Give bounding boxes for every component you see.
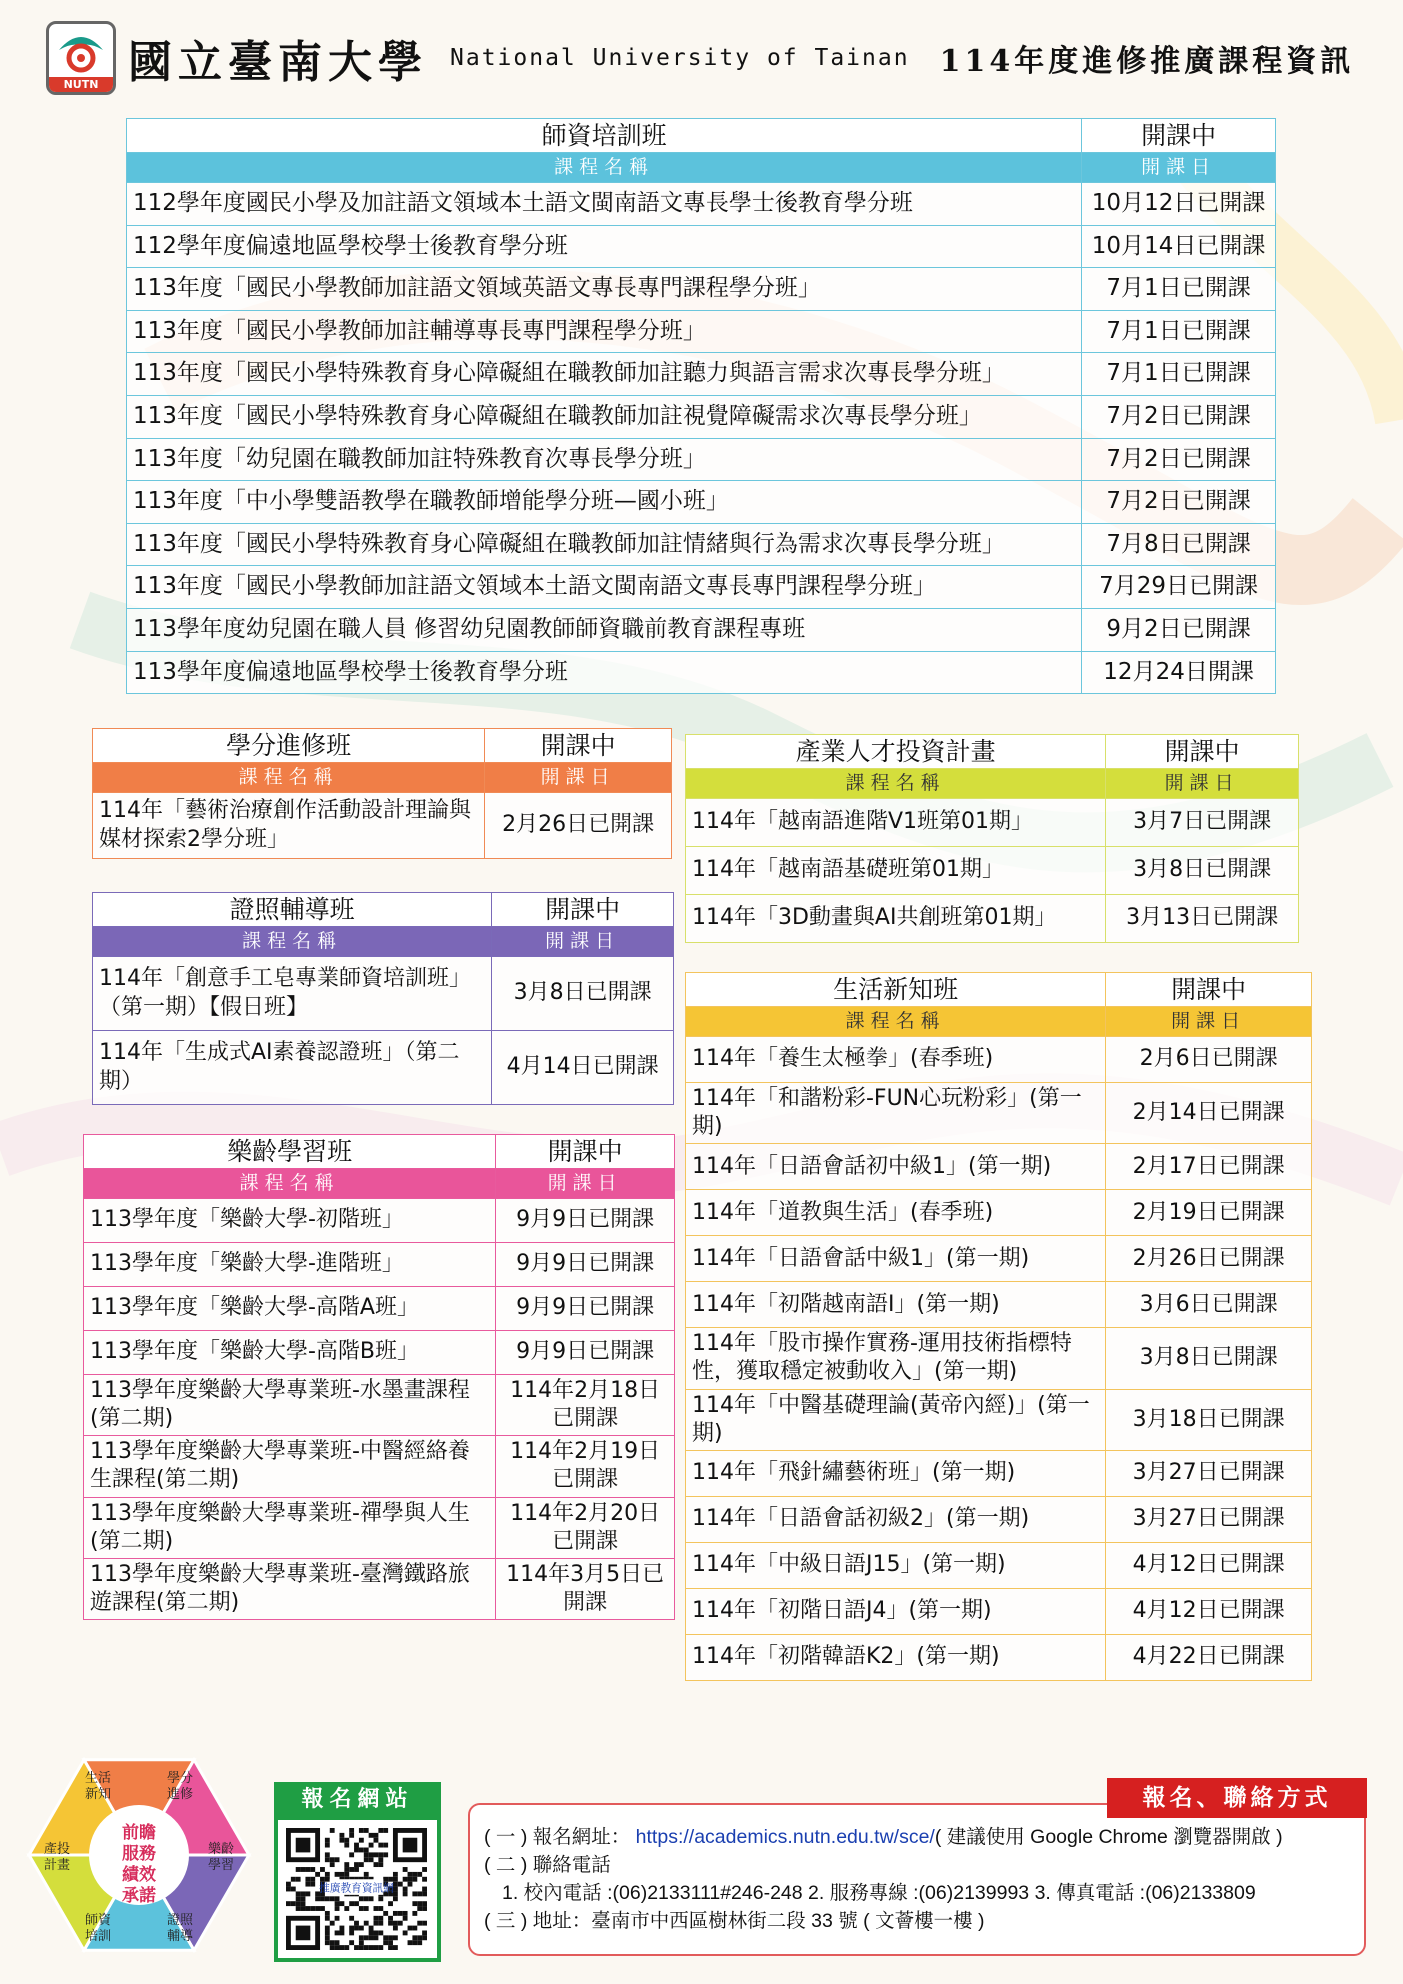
table-certification <box>92 892 674 1105</box>
course-name: 113學年度偏遠地區學校學士後教育學分班 <box>127 651 1082 694</box>
course-start-date: 4月12日已開課 <box>1106 1588 1312 1634</box>
table-row <box>686 1588 1312 1634</box>
course-name: 114年「初階韓語K2」(第一期) <box>686 1634 1106 1680</box>
table-title: 樂齡學習班 <box>84 1135 496 1169</box>
table-row <box>686 1037 1312 1083</box>
table-row <box>127 225 1276 268</box>
table-status: 開課中 <box>496 1135 675 1169</box>
table-teacher-training <box>126 118 1276 694</box>
contact-info-box <box>468 1803 1366 1956</box>
hexagon-center-line2: 服務 <box>122 1844 156 1864</box>
table-row <box>127 651 1276 694</box>
col-header-name: 課程名稱 <box>686 769 1106 799</box>
course-start-date: 9月9日已開課 <box>496 1287 675 1331</box>
course-name: 113年度「中小學雙語教學在職教師增能學分班—國小班」 <box>127 481 1082 524</box>
table-row <box>84 1436 675 1497</box>
table-row <box>84 1558 675 1619</box>
course-name: 114年「養生太極拳」(春季班) <box>686 1037 1106 1083</box>
course-name: 114年「初階越南語I」(第一期) <box>686 1282 1106 1328</box>
table-status: 開課中 <box>1106 973 1312 1007</box>
course-start-date: 7月1日已開課 <box>1082 353 1276 396</box>
course-name: 114年「越南語進階V1班第01期」 <box>686 799 1106 847</box>
table-status: 開課中 <box>492 893 674 927</box>
table-status: 開課中 <box>1106 735 1299 769</box>
course-name: 114年「創意手工皂專業師資培訓班」（第一期）【假日班】 <box>93 957 492 1031</box>
course-start-date: 2月26日已開課 <box>1106 1236 1312 1282</box>
table-title: 證照輔導班 <box>93 893 492 927</box>
course-name: 113學年度「樂齡大學-進階班」 <box>84 1243 496 1287</box>
course-name: 113年度「國民小學教師加註語文領域本土語文閩南語文專長專門課程學分班」 <box>127 566 1082 609</box>
table-row <box>127 438 1276 481</box>
course-start-date: 3月7日已開課 <box>1106 799 1299 847</box>
course-name: 114年「越南語基礎班第01期」 <box>686 847 1106 895</box>
registration-qr-code[interactable] <box>274 1816 441 1962</box>
page-title: 114年度進修推廣課程資訊 <box>939 44 1355 79</box>
course-name: 112學年度國民小學及加註語文領域本土語文閩南語文專長學士後教育學分班 <box>127 183 1082 226</box>
course-start-date: 10月12日已開課 <box>1082 183 1276 226</box>
hexagon-segment-label: 樂齡學習 <box>207 1842 235 1873</box>
hexagon-segment-label: 證照輔導 <box>166 1913 194 1945</box>
course-name: 113年度「幼兒園在職教師加註特殊教育次專長學分班」 <box>127 438 1082 481</box>
table-row <box>686 1496 1312 1542</box>
table-row <box>84 1199 675 1243</box>
course-name: 113學年度「樂齡大學-初階班」 <box>84 1199 496 1243</box>
course-start-date: 114年2月20日已開課 <box>496 1497 675 1558</box>
col-header-name: 課程名稱 <box>84 1169 496 1199</box>
table-row <box>686 1542 1312 1588</box>
logo-word: NUTN <box>49 77 113 92</box>
col-header-date: 開課日 <box>496 1169 675 1199</box>
registration-site-title: 報名網站 <box>274 1782 441 1816</box>
course-name: 114年「初階日語J4」(第一期) <box>686 1588 1106 1634</box>
table-row <box>686 847 1299 895</box>
course-name: 114年「生成式AI素養認證班」（第二期） <box>93 1031 492 1105</box>
table-title: 學分進修班 <box>93 729 485 763</box>
course-start-date: 7月1日已開課 <box>1082 268 1276 311</box>
course-start-date: 3月6日已開課 <box>1106 1282 1312 1328</box>
table-row <box>127 566 1276 609</box>
course-name: 113年度「國民小學特殊教育身心障礙組在職教師加註情緒與行為需求次專長學分班」 <box>127 523 1082 566</box>
course-start-date: 9月2日已開課 <box>1082 608 1276 651</box>
table-status: 開課中 <box>485 729 672 763</box>
table-row <box>686 1450 1312 1496</box>
contact-url-prefix: ( 一 ) 報名網址： <box>484 1826 636 1848</box>
table-row <box>686 1083 1312 1144</box>
table-row <box>93 957 674 1031</box>
course-start-date: 4月12日已開課 <box>1106 1542 1312 1588</box>
course-start-date: 9月9日已開課 <box>496 1331 675 1375</box>
course-name: 113年度「國民小學教師加註輔導專長專門課程學分班」 <box>127 310 1082 353</box>
course-start-date: 3月27日已開課 <box>1106 1496 1312 1542</box>
course-name: 113年度「國民小學特殊教育身心障礙組在職教師加註視覺障礙需求次專長學分班」 <box>127 395 1082 438</box>
table-row <box>686 1236 1312 1282</box>
table-row <box>686 1282 1312 1328</box>
course-start-date: 3月8日已開課 <box>1106 847 1299 895</box>
table-row <box>127 481 1276 524</box>
course-start-date: 4月14日已開課 <box>492 1031 674 1105</box>
course-name: 113學年度幼兒園在職人員 修習幼兒園教師師資職前教育課程專班 <box>127 608 1082 651</box>
table-status: 開課中 <box>1082 119 1276 153</box>
course-start-date: 7月29日已開課 <box>1082 566 1276 609</box>
contact-line-phones: 1. 校內電話 :(06)2133111#246-248 2. 服務專線 :(06)2139993 3. 傳真電話 :(06)2133809 <box>502 1882 1256 1904</box>
course-start-date: 7月2日已開課 <box>1082 481 1276 524</box>
contact-title: 報名、聯絡方式 <box>1107 1778 1367 1818</box>
course-name: 114年「日語會話中級1」(第一期) <box>686 1236 1106 1282</box>
course-name: 113年度「國民小學教師加註語文領域英語文專長專門課程學分班」 <box>127 268 1082 311</box>
table-title: 產業人才投資計畫 <box>686 735 1106 769</box>
university-name-en: National University of Tainan <box>450 45 910 71</box>
table-row <box>84 1497 675 1558</box>
contact-line-address: ( 三 ) 地址：臺南市中西區樹林街二段 33 號 ( 文薈樓一樓 ) <box>484 1910 985 1932</box>
table-credit-courses <box>92 728 672 859</box>
course-name: 114年「和諧粉彩-FUN心玩粉彩」(第一期) <box>686 1083 1106 1144</box>
course-name: 114年「飛針繡藝術班」(第一期) <box>686 1450 1106 1496</box>
contact-line-url <box>484 1823 1364 1851</box>
course-start-date: 3月8日已開課 <box>1106 1328 1312 1389</box>
course-name: 114年「中級日語J15」(第一期) <box>686 1542 1106 1588</box>
course-name: 113學年度樂齡大學專業班-臺灣鐵路旅遊課程(第二期) <box>84 1558 496 1619</box>
table-title: 師資培訓班 <box>127 119 1082 153</box>
course-start-date: 2月19日已開課 <box>1106 1190 1312 1236</box>
table-industry-talent <box>685 734 1299 943</box>
course-name: 113學年度「樂齡大學-高階A班」 <box>84 1287 496 1331</box>
col-header-date: 開課日 <box>1106 769 1299 799</box>
course-start-date: 3月27日已開課 <box>1106 1450 1312 1496</box>
table-row <box>84 1243 675 1287</box>
course-start-date: 7月2日已開課 <box>1082 438 1276 481</box>
course-name: 114年「股市操作實務-運用技術指標特性，獲取穩定被動收入」(第一期) <box>686 1328 1106 1389</box>
course-start-date: 3月8日已開課 <box>492 957 674 1031</box>
course-start-date: 3月13日已開課 <box>1106 895 1299 943</box>
course-start-date: 114年2月19日已開課 <box>496 1436 675 1497</box>
course-name: 112學年度偏遠地區學校學士後教育學分班 <box>127 225 1082 268</box>
contact-url-suffix: ( 建議使用 Google Chrome 瀏覽器開啟 ) <box>934 1826 1283 1848</box>
university-logo <box>46 21 116 95</box>
course-name: 113年度「國民小學特殊教育身心障礙組在職教師加註聽力與語言需求次專長學分班」 <box>127 353 1082 396</box>
course-start-date: 3月18日已開課 <box>1106 1389 1312 1450</box>
course-start-date: 2月14日已開課 <box>1106 1083 1312 1144</box>
university-name-zh: 國立臺南大學 <box>128 37 428 88</box>
page-header <box>46 18 1366 98</box>
course-name: 114年「日語會話初級2」(第一期) <box>686 1496 1106 1542</box>
table-row <box>686 1328 1312 1389</box>
table-row <box>93 1031 674 1105</box>
col-header-date: 開課日 <box>492 927 674 957</box>
hexagon-segment-label: 生活新知 <box>84 1770 112 1802</box>
hexagon-segment-label: 師資培訓 <box>84 1913 112 1945</box>
course-start-date: 4月22日已開課 <box>1106 1634 1312 1680</box>
course-start-date: 7月1日已開課 <box>1082 310 1276 353</box>
col-header-name: 課程名稱 <box>93 763 485 793</box>
col-header-date: 開課日 <box>485 763 672 793</box>
course-name: 114年「道教與生活」(春季班) <box>686 1190 1106 1236</box>
table-row <box>686 895 1299 943</box>
university-emblem-icon <box>49 24 113 78</box>
course-start-date: 10月14日已開課 <box>1082 225 1276 268</box>
qr-code-icon[interactable] <box>286 1828 427 1950</box>
hexagon-segment-label: 產投計畫 <box>43 1842 71 1873</box>
col-header-name: 課程名稱 <box>93 927 492 957</box>
table-row <box>93 793 672 859</box>
course-name: 113學年度樂齡大學專業班-水墨畫課程(第二期) <box>84 1375 496 1436</box>
table-title: 生活新知班 <box>686 973 1106 1007</box>
course-name: 114年「日語會話初中級1」(第一期) <box>686 1144 1106 1190</box>
table-row <box>127 395 1276 438</box>
course-start-date: 114年2月18日已開課 <box>496 1375 675 1436</box>
table-row <box>686 1190 1312 1236</box>
qr-caption: 推廣教育資訊網 <box>319 1881 394 1895</box>
hexagon-center-line3: 績效 <box>122 1865 156 1885</box>
table-row <box>686 1144 1312 1190</box>
registration-url-link[interactable]: https://academics.nutn.edu.tw/sce/ <box>635 1826 935 1848</box>
contact-line-phone-title: ( 二 ) 聯絡電話 <box>484 1854 611 1876</box>
course-start-date: 7月2日已開課 <box>1082 395 1276 438</box>
hexagon-center-line1: 前瞻 <box>122 1823 156 1843</box>
table-row <box>84 1287 675 1331</box>
table-row <box>127 353 1276 396</box>
course-name: 113學年度「樂齡大學-高階B班」 <box>84 1331 496 1375</box>
table-row <box>84 1375 675 1436</box>
service-hexagon <box>18 1742 260 1968</box>
hexagon-segment-label: 學分進修 <box>166 1770 194 1802</box>
table-row <box>84 1331 675 1375</box>
col-header-date: 開課日 <box>1106 1007 1312 1037</box>
table-senior-learning <box>83 1134 675 1620</box>
course-start-date: 9月9日已開課 <box>496 1199 675 1243</box>
course-start-date: 12月24日開課 <box>1082 651 1276 694</box>
course-start-date: 9月9日已開課 <box>496 1243 675 1287</box>
table-row <box>127 183 1276 226</box>
table-row <box>686 1389 1312 1450</box>
course-start-date: 2月26日已開課 <box>485 793 672 859</box>
table-row <box>686 799 1299 847</box>
table-life-knowledge <box>685 972 1312 1681</box>
table-row <box>127 608 1276 651</box>
hexagon-center-line4: 承諾 <box>122 1886 156 1906</box>
course-name: 113學年度樂齡大學專業班-中醫經絡養生課程(第二期) <box>84 1436 496 1497</box>
course-name: 113學年度樂齡大學專業班-禪學與人生(第二期) <box>84 1497 496 1558</box>
course-start-date: 7月8日已開課 <box>1082 523 1276 566</box>
col-header-date: 開課日 <box>1082 153 1276 183</box>
table-row <box>686 1634 1312 1680</box>
course-name: 114年「3D動畫與AI共創班第01期」 <box>686 895 1106 943</box>
course-name: 114年「藝術治療創作活動設計理論與媒材探索2學分班」 <box>93 793 485 859</box>
course-name: 114年「中醫基礎理論(黃帝內經)」(第一期) <box>686 1389 1106 1450</box>
table-row <box>127 310 1276 353</box>
table-row <box>127 523 1276 566</box>
course-start-date: 114年3月5日已開課 <box>496 1558 675 1619</box>
table-row <box>127 268 1276 311</box>
col-header-name: 課程名稱 <box>127 153 1082 183</box>
course-start-date: 2月17日已開課 <box>1106 1144 1312 1190</box>
course-start-date: 2月6日已開課 <box>1106 1037 1312 1083</box>
col-header-name: 課程名稱 <box>686 1007 1106 1037</box>
